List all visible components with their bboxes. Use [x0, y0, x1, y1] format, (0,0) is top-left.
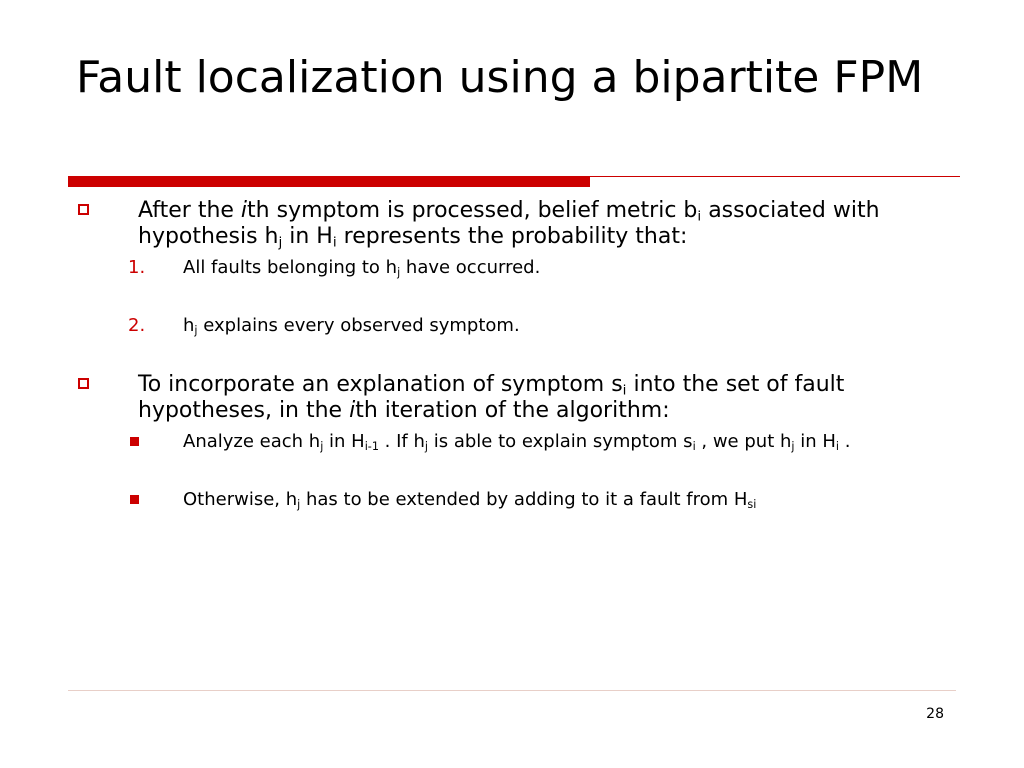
numbered-item-2 [76, 314, 956, 338]
footer-divider [68, 690, 956, 691]
title-underline-thin [590, 176, 960, 177]
text: in H [282, 224, 333, 249]
subscript: i [697, 208, 702, 225]
text: All faults belonging to h [183, 257, 398, 278]
subscript: i [622, 382, 627, 399]
bullet-incorporate-explanation [76, 372, 956, 424]
subscript: j [397, 265, 401, 279]
sub-bullet-otherwise [76, 488, 956, 512]
text: into the set of fault hypotheses, in the [138, 372, 845, 423]
subscript: i [835, 439, 839, 453]
text: has to be extended by adding to it a fault from H [300, 489, 748, 510]
subscript: i-1 [364, 439, 379, 453]
text: Otherwise, h [183, 489, 298, 510]
subscript: j [424, 439, 428, 453]
text-italic: i [349, 398, 356, 423]
filled-square-bullet-icon [130, 437, 139, 446]
text: explains every observed symptom. [197, 315, 520, 336]
text: th iteration of the algorithm: [355, 398, 670, 423]
subscript: i [692, 439, 696, 453]
text: . If h [378, 431, 425, 452]
title-underline-thick [68, 176, 590, 187]
text: To incorporate an explanation of symptom s [138, 372, 623, 397]
text: represents the probability that: [336, 224, 688, 249]
text: h [183, 315, 195, 336]
text: associated with hypothesis h [138, 198, 880, 249]
bullet-belief-metric [76, 198, 956, 250]
subscript: j [297, 497, 301, 511]
hollow-square-bullet-icon [78, 378, 89, 389]
filled-square-bullet-icon [130, 495, 139, 504]
page-number: 28 [926, 706, 944, 722]
sub-bullet-analyze [76, 430, 956, 454]
slide-body [76, 198, 956, 512]
subscript: j [320, 439, 324, 453]
text-italic: i [240, 198, 248, 223]
text: have occurred. [400, 257, 541, 278]
hollow-square-bullet-icon [78, 204, 89, 215]
subscript: j [194, 323, 198, 337]
text: , we put h [695, 431, 792, 452]
text: in H [323, 431, 365, 452]
slide-title: Fault localization using a bipartite FPM [76, 52, 924, 103]
subscript: i [332, 234, 337, 251]
subscript: j [791, 439, 795, 453]
text: After the [138, 198, 241, 223]
numbered-item-1 [76, 256, 956, 280]
subscript: j [278, 234, 283, 251]
text: is able to explain symptom s [428, 431, 693, 452]
item-number: 2. [128, 315, 146, 336]
text: Analyze each h [183, 431, 321, 452]
text: . [839, 431, 851, 452]
subscript: si [747, 497, 757, 511]
text: in H [794, 431, 836, 452]
text: th symptom is processed, belief metric b [247, 198, 698, 223]
item-number: 1. [128, 257, 146, 278]
